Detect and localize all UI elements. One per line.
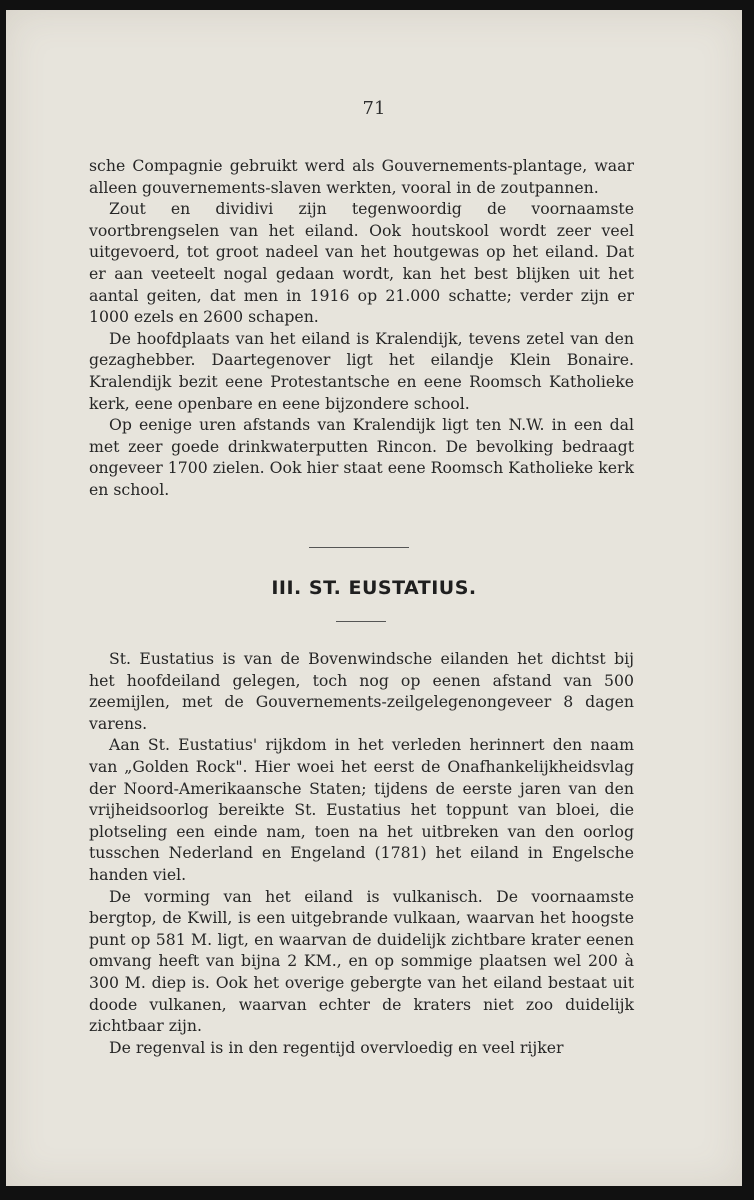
section-heading: III. ST. EUSTATIUS. [271, 577, 477, 599]
paragraph: De vorming van het eiland is vulkanisch. De voornaamste bergtop, de Kwill, is een uitgebrande vulkaan, waarvan het hoogste punt op 581 M. ligt, en waarvan de duidelijk zichtbare krater eenen omvang heeft van bijna 2 KM., en op sommige plaatsen wel 200 à 300 M. diep is. Ook het overige gebergte van het eiland bestaat uit doode vulkanen, waarvan echter de kraters niet zoo duidelijk zichtbaar zijn. [89, 886, 634, 1036]
section-1-text [89, 155, 634, 501]
book-page [6, 10, 742, 1186]
section-divider-bottom [336, 621, 386, 622]
section-divider-top [309, 547, 409, 548]
paragraph: Aan St. Eustatius' rijkdom in het verleden herinnert den naam van „Golden Rock". Hier woei het eerst de Onafhankelijkheidsvlag der Noord-Amerikaansche Staten; tijdens de eerste jaren van den vrijheidsoorlog bereikte St. Eustatius het toppunt van bloei, die plotseling een einde nam, toen na het uitbreken van den oorlog tusschen Nederland en Engeland (1781) het eiland in Engelsche handen viel. [89, 735, 634, 884]
paragraph: St. Eustatius is van de Bovenwindsche eilanden het dichtst bij het hoofdeiland gelegen, toch nog op eenen afstand van 500 zeemijlen, met de Gouvernements-zeilgelegenongeveer 8 dagen varens. [89, 649, 634, 733]
paragraph: De hoofdplaats van het eiland is Kralendijk, tevens zetel van den gezaghebber. Daartegenover ligt het eilandje Klein Bonaire. Kralendijk bezit eene Protestantsche en eene Roomsch Katholieke kerk, eene openbare en eene bijzondere school. [89, 328, 634, 413]
paragraph: Zout en dividivi zijn tegenwoordig de voornaamste voortbrengselen van het eiland. Ook houtskool wordt zeer veel uitgevoerd, tot groot nadeel van het houtgewas op het eiland. Dat er aan veeteelt nogal gedaan wordt, kan het best blijken uit het aantal geiten, dat men in 1916 op 21.000 schatte; verder zijn er 1000 ezels en 2600 schapen. [89, 199, 634, 327]
paragraph: Op eenige uren afstands van Kralendijk ligt ten N.W. in een dal met zeer goede drinkwaterputten Rincon. De bevolking bedraagt ongeveer 1700 zielen. Ook hier staat eene Roomsch Katholieke kerk en school. [89, 415, 634, 499]
paragraph: sche Compagnie gebruikt werd als Gouvernements-plantage, waar alleen gouvernements-slaven werkten, vooral in de zoutpannen. [89, 156, 634, 197]
paragraph: De regenval is in den regentijd overvloedig en veel rijker [109, 1037, 564, 1057]
section-2-text [89, 648, 634, 1058]
page-number: 71 [362, 98, 386, 119]
